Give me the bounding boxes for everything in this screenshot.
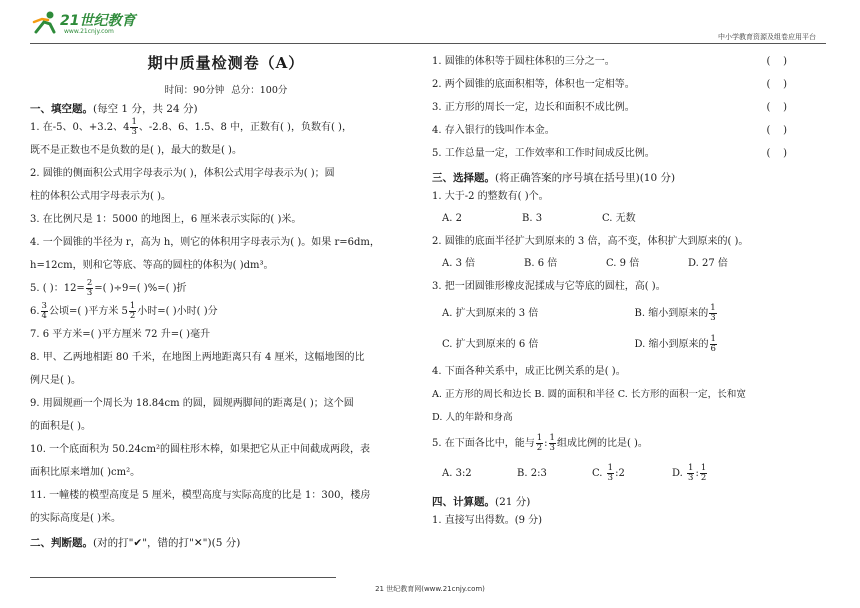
option: C. 9 倍 [606, 258, 640, 269]
option-fraction: $\frac{1}{2}$ [700, 463, 707, 483]
question-10: 10. 一个底面积为 50.24cm²的圆柱形木棒，如果把它从正中间截成两段，表 面积比原来增加( )cm²。 [30, 444, 370, 478]
option: B. 6 倍 [524, 258, 558, 269]
section-heading: 三、选择题。 [432, 172, 495, 184]
judge-list [432, 50, 827, 165]
answer-blank[interactable]: ( ) [766, 56, 787, 67]
option: D. $\frac{1}{3}$ : $\frac{1}{2}$ [672, 463, 707, 483]
q1-fraction: $\frac{1}{3}$ [131, 117, 137, 137]
question-3: 3. 在比例尺是 1：5000 的地图上，6 厘米表示实际的( )米。 [30, 214, 302, 225]
choice-5: 5. 在下面各比中，能与 $\frac{1}{2}$ : $\frac{1}{3}$ 组成比例的比是( )。 [432, 433, 648, 453]
section-note: (将正确答案的序号填在括号里)(10 分) [495, 172, 676, 184]
calc-question-1: 1. 直接写出得数。(9 分) [432, 515, 543, 526]
q1-text-a: 1. 在-5、0、+3.2、4 [30, 122, 130, 133]
question-11: 11. 一幢楼的模型高度是 5 厘米，模型高度与实际高度的比是 1：300，楼房 的实际高度是( )米。 [30, 490, 371, 524]
section-note: (对的打"✔"，错的打"✕")(5 分) [93, 537, 241, 549]
question-1 [30, 116, 422, 162]
answer-blank[interactable]: ( ) [766, 79, 787, 90]
question-7: 7. 6 平方米=( )平方厘米 72 升=( )毫升 [30, 329, 211, 340]
section-note: (每空 1 分，共 24 分) [93, 103, 198, 115]
choice-5-options [432, 459, 827, 489]
option-fraction: $\frac{1}{3}$ [607, 463, 614, 483]
brand-url: www.21cnjy.com [64, 28, 114, 35]
choice-1: 1. 大于-2 的整数有( )个。 [432, 191, 549, 202]
option-fraction: $\frac{1}{6}$ [710, 334, 716, 354]
choice-1-options [432, 208, 827, 230]
choice-2-options [432, 253, 827, 275]
judge-text: 2. 两个圆锥的底面积相等，体积也一定相等。 [432, 79, 635, 90]
footer-divider [30, 577, 336, 578]
header-divider [30, 43, 826, 44]
choice-3: 3. 把一团圆锥形橡皮泥揉成与它等底的圆柱，高( )。 [432, 281, 666, 292]
judge-text: 5. 工作总量一定，工作效率和工作时间成反比例。 [432, 148, 655, 159]
judge-item [432, 50, 827, 73]
choice-4-options: A. 正方形的周长和边长 B. 圆的面积和半径 C. 长方形的面积一定，长和宽 D. 人的年龄和身高 [432, 389, 746, 423]
judge-item [432, 96, 827, 119]
c5-fraction-a: $\frac{1}{2}$ [536, 433, 543, 453]
option-fraction: $\frac{1}{3}$ [688, 463, 694, 483]
section-heading: 二、判断题。 [30, 537, 93, 549]
option: D. 缩小到原来的 $\frac{1}{6}$ [634, 334, 716, 354]
judge-text: 1. 圆锥的体积等于圆柱体积的三分之一。 [432, 56, 615, 67]
q6-fraction-b: $\frac{1}{2}$ [129, 301, 136, 321]
section-note: (21 分) [495, 496, 531, 508]
q1-text-c: 既不是正数也不是负数的是( )，最大的数是( )。 [30, 145, 242, 156]
runner-logo-icon [30, 10, 60, 36]
judge-item [432, 142, 827, 165]
judge-text: 4. 存入银行的钱叫作本金。 [432, 125, 555, 136]
page-title: 期中质量检测卷（A） [147, 54, 305, 72]
question-6: 6. $\frac{3}{4}$ 公顷=( )平方米 5 $\frac{1}{2}$ 小时=( )小时( )分 [30, 301, 218, 321]
choice-4: 4. 下面各种关系中，成正比例关系的是( )。 [432, 366, 626, 377]
section-heading: 一、填空题。 [30, 103, 93, 115]
footer-text: 21 世纪教育网(www.21cnjy.com) [375, 585, 485, 593]
option: C. $\frac{1}{3}$ :2 [592, 463, 625, 483]
brand-name: 21世纪教育 [60, 13, 136, 29]
answer-blank[interactable]: ( ) [766, 125, 787, 136]
left-column [30, 50, 422, 550]
header-platform-text: 中小学教育资源及组卷应用平台 [718, 33, 816, 41]
choice-3-options-row1 [432, 298, 827, 329]
q1-text-b: 、-2.8、6、1.5、8 中，正数有( )，负数有( )， [138, 122, 352, 133]
section-fill-blank [30, 102, 422, 116]
option: A. 3 倍 [442, 258, 476, 269]
option: B. 2:3 [517, 468, 547, 479]
option: B. 缩小到原来的 $\frac{1}{3}$ [634, 303, 716, 323]
judge-item [432, 119, 827, 142]
option: D. 27 倍 [688, 258, 728, 269]
section-calculation [432, 495, 827, 509]
judge-item [432, 73, 827, 96]
option: A. 扩大到原来的 3 倍 [442, 308, 539, 319]
question-8: 8. 甲、乙两地相距 80 千米，在地图上两地距离只有 4 厘米，这幅地图的比 例尺是( )。 [30, 352, 365, 386]
answer-blank[interactable]: ( ) [766, 102, 787, 113]
question-4: 4. 一个圆锥的半径为 r，高为 h，则它的体积用字母表示为( )。如果 r=6dm， h=12cm，则和它等底、等高的圆柱的体积为( )dm³。 [30, 237, 380, 271]
option-fraction: $\frac{1}{3}$ [710, 303, 716, 323]
section-choice [432, 171, 827, 185]
c5-fraction-b: $\frac{1}{3}$ [549, 433, 555, 453]
question-9: 9. 用圆规画一个周长为 18.84cm 的圆，圆规两脚间的距离是( )；这个圆 的面积是( )。 [30, 398, 354, 432]
choice-3-options-row2 [432, 329, 827, 360]
right-column [432, 50, 827, 532]
option: C. 扩大到原来的 6 倍 [442, 339, 539, 350]
exam-info: 时间：90分钟 总分：100分 [164, 85, 288, 96]
question-2: 2. 圆锥的侧面积公式用字母表示为( )，体积公式用字母表示为( )；圆 柱的体积公式用字母表示为( )。 [30, 168, 335, 202]
brand-logo [30, 8, 160, 38]
answer-blank[interactable]: ( ) [766, 148, 787, 159]
option: A. 3:2 [442, 468, 472, 479]
question-5: 5. ( )：12= $\frac{2}{3}$ =( )÷9=( )%=( )折 [30, 278, 187, 298]
q6-fraction-a: $\frac{3}{4}$ [41, 301, 47, 321]
option: C. 无数 [602, 213, 636, 224]
judge-text: 3. 正方形的周长一定，边长和面积不成比例。 [432, 102, 635, 113]
option: A. 2 [442, 213, 462, 224]
choice-2: 2. 圆锥的底面半径扩大到原来的 3 倍，高不变，体积扩大到原来的( )。 [432, 236, 749, 247]
section-heading: 四、计算题。 [432, 496, 495, 508]
section-true-false [30, 536, 422, 550]
option: B. 3 [522, 213, 543, 224]
q5-fraction: $\frac{2}{3}$ [86, 278, 93, 298]
